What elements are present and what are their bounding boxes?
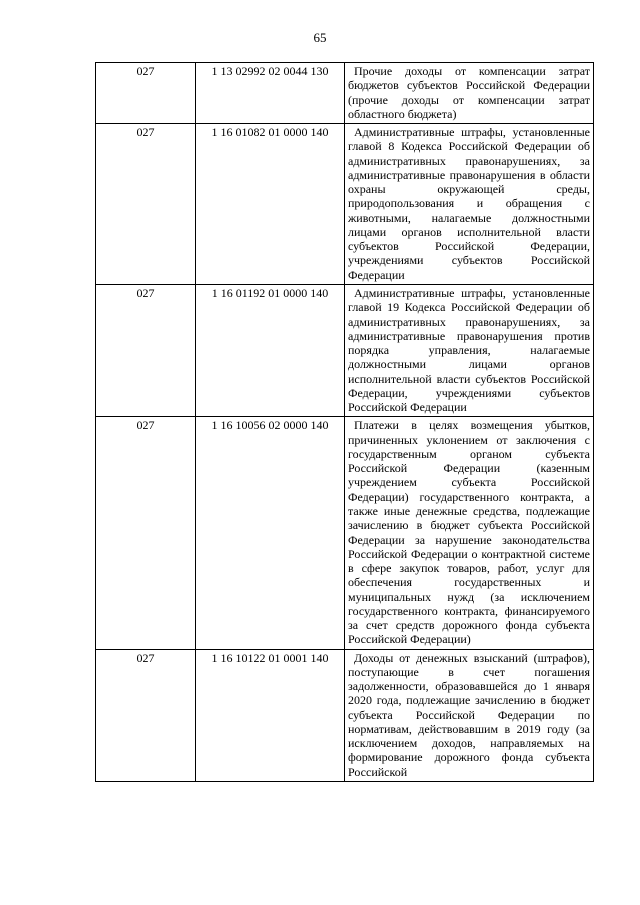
table-row — [96, 284, 594, 416]
admin-code-cell: 027 — [96, 284, 196, 416]
budget-code-cell: 1 16 10122 01 0001 140 — [196, 649, 345, 781]
budget-code-cell: 1 13 02992 02 0044 130 — [196, 63, 345, 124]
admin-code-cell: 027 — [96, 649, 196, 781]
admin-code-cell: 027 — [96, 417, 196, 649]
budget-code-cell: 1 16 01192 01 0000 140 — [196, 284, 345, 416]
description-cell: Доходы от денежных взысканий (штрафов), поступающие в счет погашения задолженности, образовавшейся до 1 января 2020 года, подлежащие зачислению в бюджет субъекта Российской Федерации по нормативам, действовавшим в 2019 году (за исключением доходов, направляемых на формирование дорожного фонда субъекта Российской — [345, 649, 594, 781]
table-row — [96, 649, 594, 781]
description-cell: Прочие доходы от компенсации затрат бюджетов субъектов Российской Федерации (прочие доходы от компенсации затрат областного бюджета) — [345, 63, 594, 124]
budget-code-cell: 1 16 10056 02 0000 140 — [196, 417, 345, 649]
page-number: 65 — [313, 30, 327, 45]
description-cell: Платежи в целях возмещения убытков, причиненных уклонением от заключения с государственным органом субъекта Российской Федерации (казенным учреждением субъекта Российской Федерации) государственного контракта, а также иные денежные средства, подлежащие зачислению в бюджет субъекта Российской Федерации за нарушение законодательства Российской Федерации о контрактной системе в сфере закупок товаров, работ, услуг для обеспечения государственных и муниципальных нужд (за исключением государственного контракта, финансируемого за счет средств дорожного фонда субъекта Российской Федерации) — [345, 417, 594, 649]
admin-code-cell: 027 — [96, 124, 196, 285]
admin-code-cell: 027 — [96, 63, 196, 124]
table-row — [96, 63, 594, 124]
budget-revenue-table — [95, 62, 594, 782]
table-row — [96, 124, 594, 285]
table-body — [96, 63, 594, 782]
budget-code-cell: 1 16 01082 01 0000 140 — [196, 124, 345, 285]
table-row — [96, 417, 594, 649]
description-cell: Административные штрафы, установленные главой 8 Кодекса Российской Федерации об административных правонарушениях, за административные правонарушения в области охраны окружающей среды, природопользования и обращения с животными, налагаемые должностными лицами органов исполнительной власти субъектов Российской Федерации, учреждениями субъектов Российской Федерации — [345, 124, 594, 285]
description-cell: Административные штрафы, установленные главой 19 Кодекса Российской Федерации об административных правонарушениях, за административные правонарушения против порядка управления, налагаемые должностными лицами органов исполнительной власти субъектов Российской Федерации, учреждениями субъектов Российской Федерации — [345, 284, 594, 416]
